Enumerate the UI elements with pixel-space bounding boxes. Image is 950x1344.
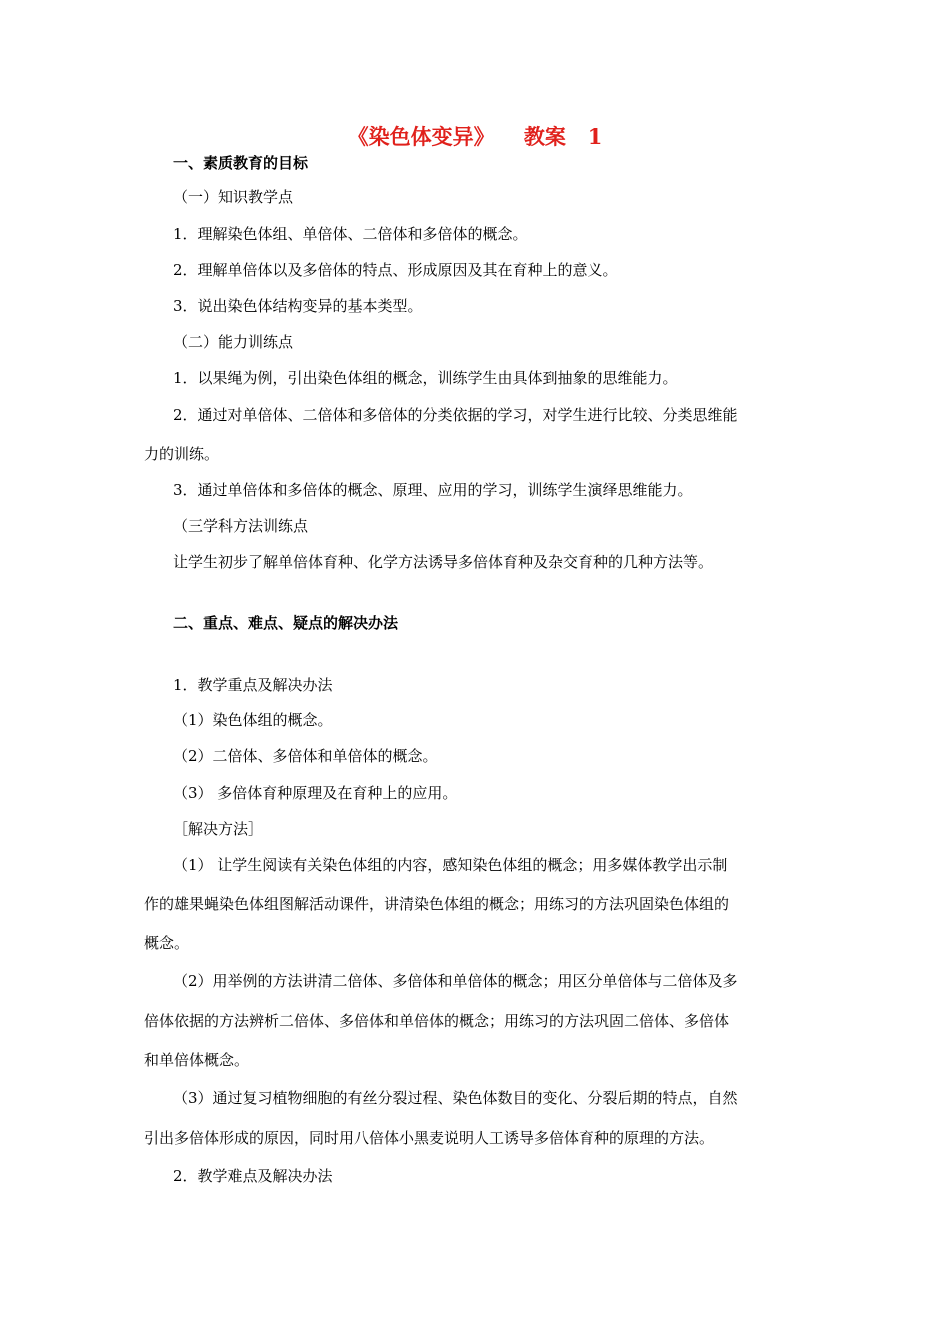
solution-2-line1: （2）用举例的方法讲清二倍体、多倍体和单倍体的概念；用区分单倍体与二倍体及多 xyxy=(173,972,738,990)
solution-1-line1: （1） 让学生阅读有关染色体组的内容，感知染色体组的概念；用多媒体教学出示制 xyxy=(173,856,728,874)
ability-point-3: 3．通过单倍体和多倍体的概念、原理、应用的学习，训练学生演绎思维能力。 xyxy=(173,481,693,499)
knowledge-point-2: 2．理解单倍体以及多倍体的特点、形成原因及其在育种上的意义。 xyxy=(173,261,618,279)
knowledge-point-1: 1．理解染色体组、单倍体、二倍体和多倍体的概念。 xyxy=(173,225,528,243)
solution-label: ［解决方法］ xyxy=(173,820,264,838)
document-title: 《染色体变异》 教案 1 xyxy=(347,124,603,149)
knowledge-point-3: 3．说出染色体结构变异的基本类型。 xyxy=(173,297,423,315)
ability-point-1: 1．以果绳为例，引出染色体组的概念，训练学生由具体到抽象的思维能力。 xyxy=(173,369,678,387)
solution-1-line3: 概念。 xyxy=(144,934,190,952)
solution-3-line2: 引出多倍体形成的原因，同时用八倍体小黑麦说明人工诱导多倍体育种的原理的方法。 xyxy=(144,1129,715,1147)
method-point-1: 让学生初步了解单倍体育种、化学方法诱导多倍体育种及杂交育种的几种方法等。 xyxy=(173,553,714,571)
section2-heading: 二、重点、难点、疑点的解决办法 xyxy=(173,614,399,632)
key-point-2: （2）二倍体、多倍体和单倍体的概念。 xyxy=(173,747,438,765)
solution-3-line1: （3）通过复习植物细胞的有丝分裂过程、染色体数目的变化、分裂后期的特点，自然 xyxy=(173,1089,738,1107)
difficult-points-heading: 2．教学难点及解决办法 xyxy=(173,1167,333,1185)
key-point-1: （1）染色体组的概念。 xyxy=(173,711,333,729)
key-point-3: （3） 多倍体育种原理及在育种上的应用。 xyxy=(173,784,458,802)
ability-subheading: （二）能力训练点 xyxy=(173,333,294,351)
solution-2-line2: 倍体依据的方法辨析二倍体、多倍体和单倍体的概念；用练习的方法巩固二倍体、多倍体 xyxy=(144,1012,730,1030)
key-points-heading: 1．教学重点及解决办法 xyxy=(173,676,333,694)
method-subheading: （三学科方法训练点 xyxy=(173,517,309,535)
knowledge-subheading: （一）知识教学点 xyxy=(173,188,294,206)
solution-2-line3: 和单倍体概念。 xyxy=(144,1051,250,1069)
ability-point-2-line2: 力的训练。 xyxy=(144,445,220,463)
solution-1-line2: 作的雄果蝇染色体组图解活动课件，讲清染色体组的概念；用练习的方法巩固染色体组的 xyxy=(144,895,730,913)
ability-point-2-line1: 2．通过对单倍体、二倍体和多倍体的分类依据的学习，对学生进行比较、分类思维能 xyxy=(173,406,738,424)
section1-heading: 一、素质教育的目标 xyxy=(173,154,309,172)
